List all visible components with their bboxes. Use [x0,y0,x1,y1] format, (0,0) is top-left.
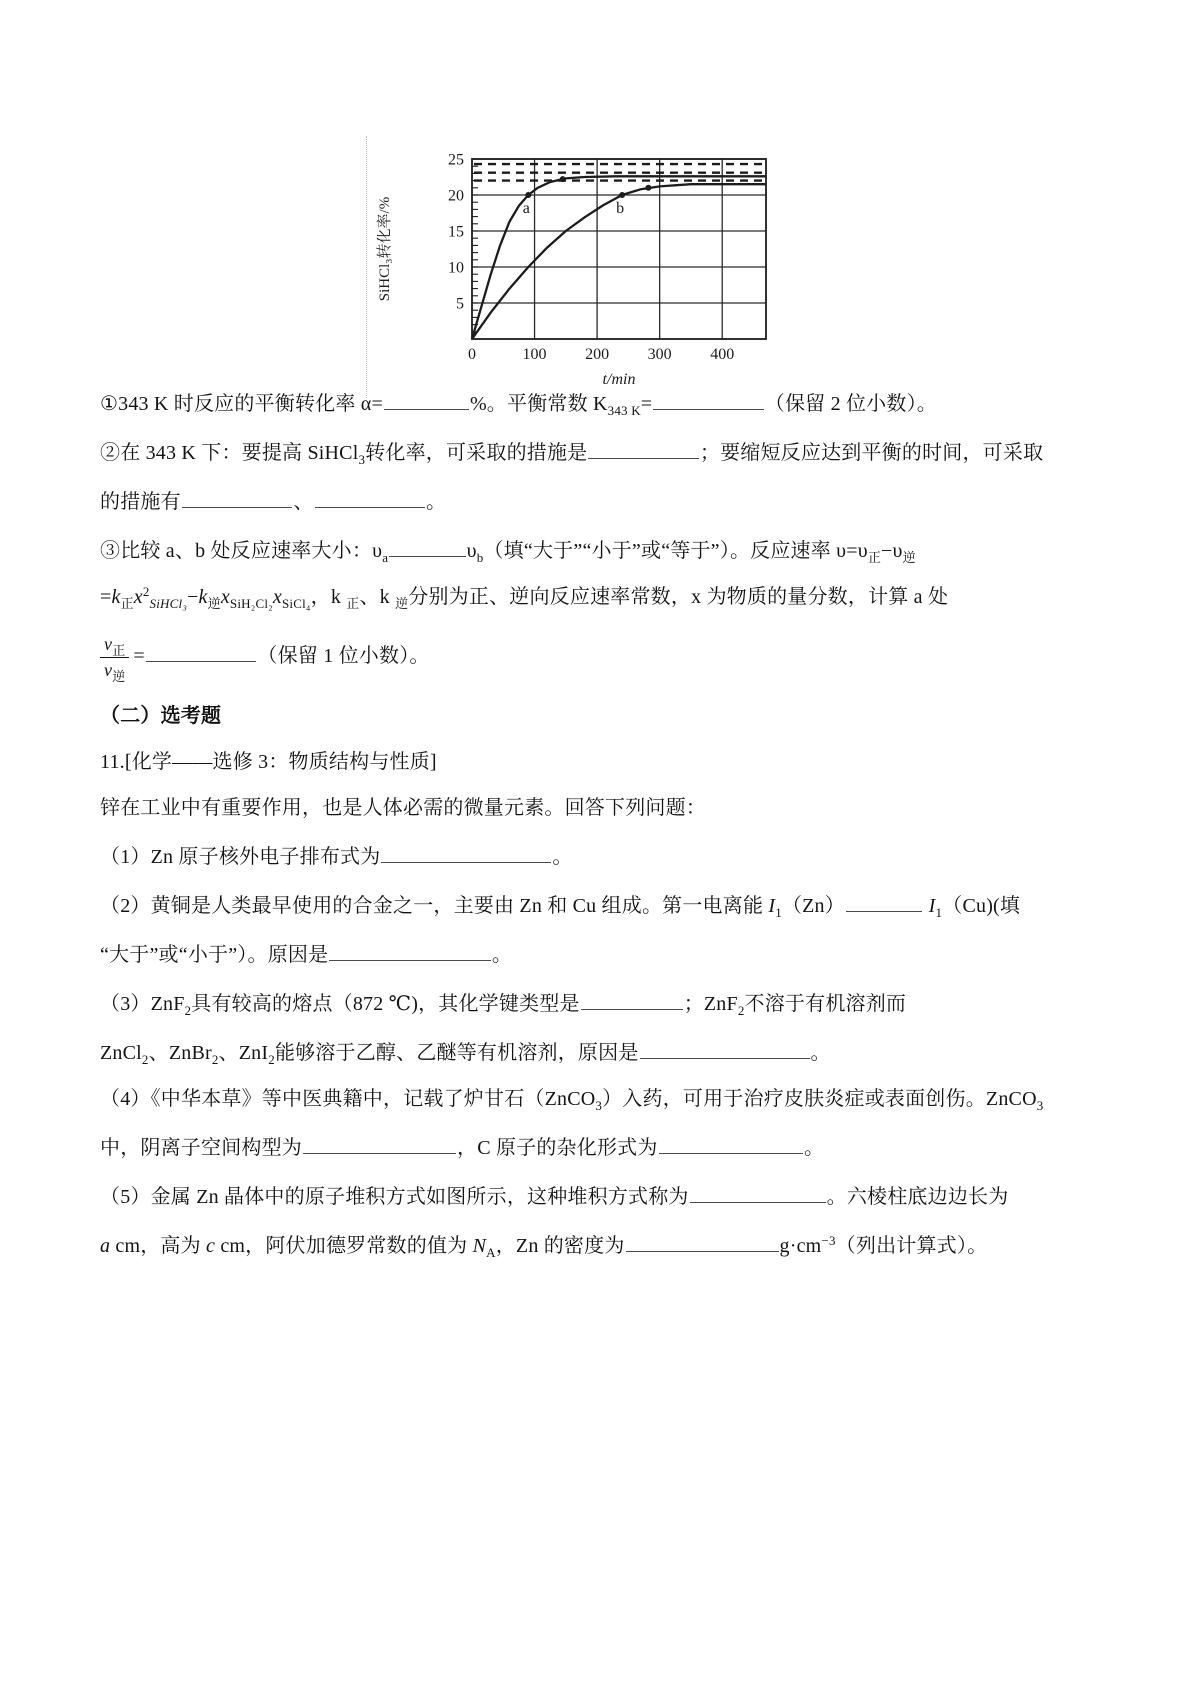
subscript: A [486,1245,496,1261]
subscript: 343 K [607,403,641,418]
answer-blank [640,1037,810,1059]
y-tick-label: 5 [456,295,464,313]
text-run: ③比较 a、b 处反应速率大小：υ [100,540,383,562]
x-tick-label: 300 [647,346,672,363]
text-run: cm，阿伏加德罗常数的值为 [215,1235,473,1258]
superscript: −3 [821,1233,836,1249]
text-run: ；ZnF [683,993,738,1016]
text-run: 。 [810,1042,831,1065]
text-run: I [768,895,776,918]
text-run: 。 [491,944,513,967]
subscript: 逆 [395,596,409,611]
text-run: = [640,393,653,415]
subscript: a [382,550,389,565]
data-point [619,192,625,198]
text-run: ）入药，可用于治疗皮肤炎症或表面创伤。ZnCO [602,1088,1037,1111]
sihcl3-conversion-chart [366,136,777,398]
subscript: SiCl₄ [281,596,311,611]
text-run: a [100,1235,111,1258]
q10-sub2-line1 [100,437,1112,467]
text-run: c [206,1235,216,1258]
text-run: （保留 1 位小数）。 [257,644,430,667]
text-run: g·cm [779,1235,822,1258]
text-run: v [104,634,113,654]
text-run: k [111,586,121,608]
q11-title [100,749,1112,776]
text-run: （Zn） [781,895,845,918]
text-run: x [272,586,282,608]
subscript: 正 [346,596,360,611]
text-run: = [133,644,145,667]
section-heading [100,703,1112,730]
point-label-b: b [616,200,625,217]
text-run: ，k [310,586,347,608]
text-run: （保留 2 位小数）。 [764,393,937,415]
q10-sub3-ratio [100,630,1112,684]
text-run: I [928,895,936,918]
q11-part4-line2 [100,1132,1112,1162]
text-run: （二）选考题 [100,705,222,728]
answer-blank [588,437,699,459]
answer-blank [626,1230,779,1252]
text-run: 、 [293,491,314,513]
q10-sub3-rate-equation [100,584,1112,611]
text-run: （填“大于”“小于”或“等于”）。反应速率 υ=υ [483,540,868,562]
text-run: x [220,586,230,608]
subscript: 2 [737,1003,745,1019]
text-run: − [187,586,199,608]
text-run: ZnCl [100,1042,142,1065]
text-run: ；要缩短反应达到平衡的时间，可采取 [699,442,1044,464]
text-run: v [104,659,113,680]
answer-blank [329,939,491,961]
q11-part3-line2 [100,1037,1112,1067]
subscript: 正 [120,596,134,611]
text-run: 11.[化学——选修 3：物质结构与性质] [100,751,437,774]
text-run: ，Zn 的密度为 [495,1235,625,1258]
answer-blank [389,535,466,557]
chart-svg [373,136,777,394]
q11-part2-line2 [100,939,1112,969]
subscript: 1 [775,905,782,921]
text-run: 能够溶于乙醇、乙醚等有机溶剂，原因是 [274,1042,639,1065]
subscript: 3 [595,1098,603,1114]
answer-blank [146,640,257,662]
answer-blank [315,486,426,508]
text-run: cm，高为 [110,1235,207,1258]
x-tick-label: 100 [522,346,547,363]
text-run: 。 [552,846,573,869]
text-run: 。 [426,491,447,513]
answer-blank [581,988,683,1010]
x-axis-label: t/min [602,371,636,388]
text-run: υ [466,540,477,562]
q10-sub3-line1 [100,535,1112,565]
subscript: 正 [867,550,882,565]
text-run: 不溶于有机溶剂而 [744,993,907,1016]
answer-blank [182,486,293,508]
question-text [100,388,1112,1279]
x-tick-label: 200 [585,346,610,363]
answer-blank [381,841,551,863]
text-run: 。六棱柱底边边长为 [826,1186,1009,1209]
subscript: 1 [935,905,943,921]
q11-part4-line1 [100,1086,1112,1113]
text-run: 中，阴离子空间构型为 [100,1137,302,1160]
data-point [560,176,566,182]
q11-part1 [100,841,1112,871]
q11-part2-line1 [100,890,1112,920]
text-run: （1）Zn 原子核外电子排布式为 [100,846,381,869]
data-point [645,185,651,191]
text-run: 具有较高的熔点（872 ℃)，其化学键类型是 [191,993,580,1016]
y-tick-label: 10 [448,259,464,277]
answer-blank [659,1132,804,1154]
subscript: 2 [184,1003,192,1019]
subscript: SiHCl₃ [149,596,188,611]
answer-blank [846,890,923,912]
text-run: “大于”或“小于”）。原因是 [100,944,329,967]
text-run: （4）《中华本草》等中医典籍中，记载了炉甘石（ZnCO [100,1088,596,1111]
text-run: 转化率，可采取的措施是 [365,442,588,464]
text-run: x [133,586,143,608]
text-run: 、ZnI [218,1042,269,1065]
text-run: k [198,586,208,608]
q11-part5-line1 [100,1181,1112,1211]
text-run: 、k [359,586,396,608]
q10-sub1 [100,388,1112,418]
answer-blank [690,1181,826,1203]
subscript: 2 [141,1052,149,1068]
y-axis-label: SiHCl₃转化率/% [377,196,393,302]
text-run: （2）黄铜是人类最早使用的合金之一，主要由 Zn 和 Cu 组成。第一电离能 [100,895,769,918]
text-run: ①343 K 时反应的平衡转化率 α= [100,393,383,415]
q10-sub2-line2 [100,486,1112,516]
answer-blank [653,388,764,410]
q11-part3-line1 [100,988,1112,1018]
dashed-levels [474,164,764,181]
text-run: （Cu)(填 [942,895,1021,918]
subscript: 3 [1036,1098,1044,1114]
subscript: SiH₂Cl₂ [229,596,273,611]
text-run: 。 [804,1137,825,1160]
superscript: 2 [142,584,150,599]
text-run: ②在 343 K 下：要提高 SiHCl [100,442,359,464]
subscript: 正 [112,643,126,658]
subscript: 2 [211,1052,219,1068]
x-tick-label: 0 [468,346,476,363]
subscript: b [476,550,484,565]
point-label-a: a [522,200,530,217]
y-tick-label: 25 [448,151,464,169]
text-run: 分别为正、逆向反应速率常数，x 为物质的量分数，计算 a 处 [408,586,949,608]
text-run: （列出计算式）。 [835,1235,988,1258]
text-run: （3）ZnF [100,993,185,1016]
subscript: 3 [358,452,366,467]
v-ratio-fraction [100,634,129,684]
gridlines [472,159,766,339]
x-tick-label: 400 [710,346,735,363]
text-run: 、ZnBr [148,1042,212,1065]
y-tick-label: 15 [448,223,464,241]
data-point [525,192,531,198]
text-run: （5）金属 Zn 晶体中的原子堆积方式如图所示，这种堆积方式称为 [100,1186,689,1209]
subscript: 逆 [207,596,221,611]
text-run: %。平衡常数 K [469,393,608,415]
subscript: 逆 [112,668,126,684]
y-tick-label: 20 [448,187,464,205]
answer-blank [384,388,469,410]
q11-intro [100,795,1112,822]
subscript: 逆 [902,550,916,565]
text-run: N [472,1235,487,1258]
text-run: −υ [881,540,903,562]
text-run: 的措施有 [100,491,181,513]
answer-blank [303,1132,456,1154]
q11-part5-line2 [100,1230,1112,1260]
text-run: = [100,586,112,608]
text-run: 锌在工业中有重要作用，也是人体必需的微量元素。回答下列问题： [100,797,706,820]
text-run: ，C 原子的杂化形式为 [457,1137,658,1160]
subscript: 2 [268,1052,275,1068]
